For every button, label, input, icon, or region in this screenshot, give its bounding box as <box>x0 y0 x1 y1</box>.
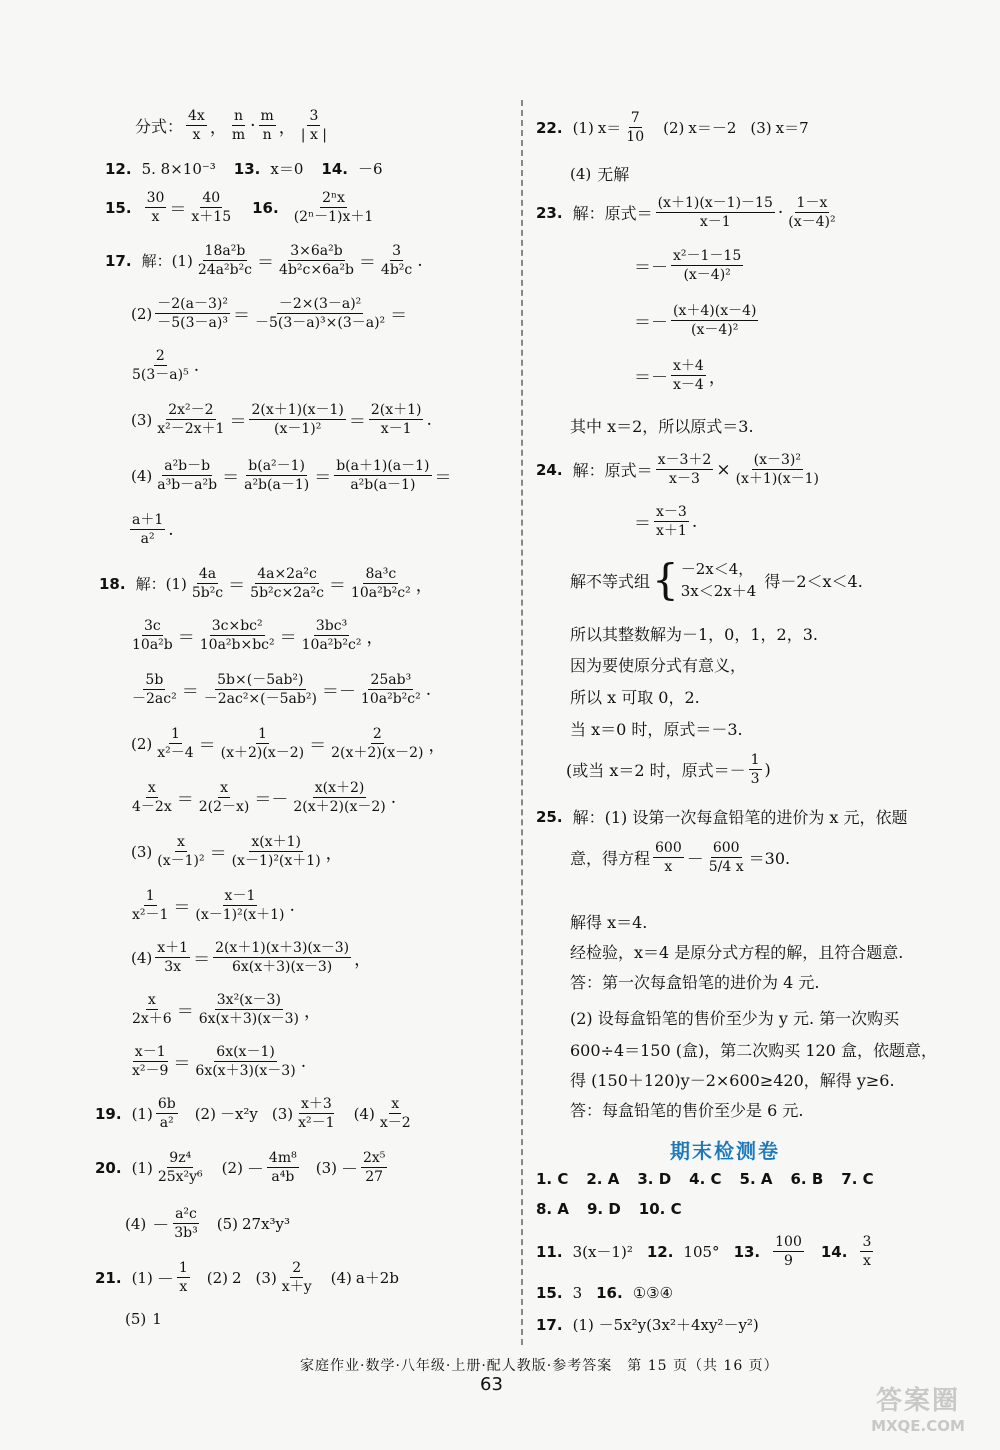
q24-line3: 解不等式组 { －2x＜4， 3x＜2x＋4 得－2＜x＜4. <box>570 555 863 604</box>
section-title: 期末检测卷 <box>670 1139 780 1163</box>
q18-line9: $\frac{x}{2x+6}$ ＝ $\frac{\text{3x²(x－3)}}{6x(x+3)(x-3)}$ ， <box>132 992 321 1027</box>
q25-line3: 解得 x＝4. <box>570 913 648 932</box>
q17-line3: $\frac{2}{\text{5(3－a)⁵}}$ . <box>132 348 200 383</box>
q22b-line: (4) 无解 <box>570 164 630 184</box>
q21b-line: (5) 1 <box>125 1310 162 1328</box>
q15-16-line: 15. $\frac{30}{x}$ ＝ $\frac{40}{x+15}$ 16. $\frac{\text{2ⁿx}}{\text{(2ⁿ－1)x＋1}}$ <box>105 190 374 225</box>
q24-line8: (或当 x＝2 时，原式＝－ $\frac{1}{3}$ ) <box>566 752 771 787</box>
q23-line3: ＝－ $\frac{(x+4)(x-4)}{\text{(x－4)²}}$ <box>634 303 757 338</box>
q18-line5: $\frac{x}{4-2x}$ ＝ $\frac{x}{2(2-x)}$ ＝－ $\frac{x(x+2)}{2(x+2)(x-2)}$ . <box>132 780 397 815</box>
q11-14-line: 11. 3(x－1)² 12. 105° 13. $\frac{100}{9}$ 14. $\frac{3}{x}$ <box>536 1234 872 1269</box>
mc-line2: 8. A 9. D 10. C <box>536 1200 682 1218</box>
q17-line6: $\frac{a+1}{\text{a²}}$ . <box>132 512 174 547</box>
q24-line6: 所以 x 可取 0，2. <box>570 688 700 707</box>
q17-line2: (2) $\frac{\text{－2(a－3)²}}{\text{－5(3－a)³}}$ ＝ $\frac{\text{－2×(3－a)²}}{\text{－5(3－a)³×(3－a)²}}$ ＝ <box>131 296 408 331</box>
column-divider <box>521 100 523 1345</box>
q25-line4: 经检验，x＝4 是原分式方程的解，且符合题意. <box>570 943 904 962</box>
q25-line9: 答：每盒铅笔的售价至少是 6 元. <box>570 1101 804 1120</box>
q23-line1: 23. 解：原式＝ $\frac{(x+1)(x-1)-15}{x-1}$ · $\frac{1-x}{\text{(x－4)²}}$ <box>536 195 836 230</box>
q25-line7: 600÷4＝150 (盒)，第二次购买 120 盒，依题意， <box>570 1041 937 1060</box>
q17-line4: (3) $\frac{\text{2x²－2}}{\text{x²－2x＋1}}$ ＝ $\frac{2(x+1)(x-1)}{\text{(x－1)²}}$ ＝ $\frac{2(x+1)}{x-1}$ . <box>131 402 432 437</box>
q23-line5: 其中 x＝2，所以原式＝3. <box>570 417 754 436</box>
q18-line7: $\frac{1}{\text{x²－1}}$ ＝ $\frac{x-1}{\text{(x－1)²(x＋1)}}$ . <box>132 888 295 923</box>
q18-line10: $\frac{x-1}{\text{x²－9}}$ ＝ $\frac{6x(x-1)}{6x(x+3)(x-3)}$ . <box>132 1044 307 1079</box>
q25-line5: 答：第一次每盒铅笔的进价为 4 元. <box>570 973 820 992</box>
q24-line4: 所以其整数解为－1，0，1，2，3. <box>570 625 818 644</box>
q18-line8: (4) $\frac{x+1}{3x}$ ＝ $\frac{2(x+1)(x+3)(x-3)}{6x(x+3)(x-3)}$ ， <box>131 940 372 975</box>
q24-line5: 因为要使原分式有意义， <box>570 656 747 675</box>
page-number: 63 <box>480 1374 503 1395</box>
q18-line3: $\frac{5b}{\text{－2ac²}}$ ＝ $\frac{\text{5b×(－5ab²)}}{\text{－2ac²×(－5ab²)}}$ ＝－ $\frac{\text{25ab³}}{\text{10a²b²c²}}$ . <box>132 672 432 707</box>
q25-line2: 意，得方程 $\frac{600}{x}$ － $\frac{600}{5/4 x}$ ＝30. <box>570 840 791 875</box>
q23-line2: ＝－ $\frac{\text{x²－1－15}}{\text{(x－4)²}}$ <box>634 248 742 283</box>
q23-line4: ＝－ $\frac{x+4}{x-4}$ ， <box>634 358 726 393</box>
q18-line2: $\frac{3c}{\text{10a²b}}$ ＝ $\frac{\text{3c×bc²}}{\text{10a²b×bc²}}$ ＝ $\frac{\text{3bc³}}{\text{10a²b²c²}}$ ， <box>132 618 384 653</box>
mc-line1: 1. C 2. A 3. D 4. C 5. A 6. B 7. C <box>536 1170 874 1188</box>
q17-line5: (4) $\frac{\text{a²b－b}}{\text{a³b－a²b}}$ ＝ $\frac{\text{b(a²－1)}}{\text{a²b(a－1)}}$ ＝ $\frac{b(a+1)(a-1)}{\text{a²b(a－1)}}$ ＝ <box>131 458 452 493</box>
q12-14-line: 12. 5. 8×10⁻³ 13. x＝0 14. －6 <box>105 159 383 178</box>
q24-line2: ＝ $\frac{x-3}{x+1}$ . <box>634 504 698 539</box>
watermark-logo: 答案圈 MXQE.COM <box>871 1386 965 1435</box>
q22-line: 22. (1) x＝ $\frac{7}{10}$ (2) x＝－2 (3) x＝7 <box>536 110 809 145</box>
q17-line1: 17. 解：(1) $\frac{\text{18a²b}}{\text{24a²b²c}}$ ＝ $\frac{\text{3×6a²b}}{\text{4b²c×6a²b}}$ ＝ $\frac{3}{\text{4b²c}}$ . <box>105 243 423 278</box>
q24-line1: 24. 解：原式＝ $\frac{x-3+2}{x-3}$ × $\frac{\text{(x－3)²}}{(x+1)(x-1)}$ <box>536 452 820 487</box>
q21-line: 21. (1) － $\frac{1}{x}$ (2) 2 (3) $\frac{2}{x+y}$ (4) a＋2b <box>95 1260 399 1295</box>
page-footer: 家庭作业·数学·八年级·上册·配人教版·参考答案 第 15 页（共 16 页） <box>300 1358 779 1374</box>
q17-line: 17. (1) －5x²y(3x²＋4xy²－y²) <box>536 1315 759 1334</box>
q24-line7: 当 x＝0 时，原式＝－3. <box>570 720 743 739</box>
q25-line1: 25. 解：(1) 设第一次每盒铅笔的进价为 x 元，依题 <box>536 807 908 827</box>
q19-line: 19. (1) $\frac{6b}{\text{a²}}$ (2) －x²y (3) $\frac{x+3}{\text{x²－1}}$ (4) $\frac{x}{x-2}$ <box>95 1096 411 1131</box>
q18-line6: (3) $\frac{x}{\text{(x－1)²}}$ ＝ $\frac{x(x+1)}{\text{(x－1)²(x＋1)}}$ ， <box>131 834 343 869</box>
q25-line8: 得 (150＋120)y－2×600≥420，解得 y≥6. <box>570 1071 895 1090</box>
q18-line1: 18. 解：(1) $\frac{4a}{\text{5b²c}}$ ＝ $\frac{\text{4a×2a²c}}{\text{5b²c×2a²c}}$ ＝ $\frac{\text{8a³c}}{\text{10a²b²c²}}$ ， <box>99 566 433 601</box>
fenshi-line: 分式： $\frac{4x}{x}$ ， $\frac{n}{m}$ · $\frac{m}{n}$ ， $\frac{3}{| x |}$ <box>135 108 328 143</box>
q15-16-line: 15. 3 16. ①③④ <box>536 1284 674 1302</box>
q25-line6: (2) 设每盒铅笔的售价至少为 y 元. 第一次购买 <box>570 1009 900 1028</box>
q18-line4: (2) $\frac{1}{\text{x²－4}}$ ＝ $\frac{1}{(x+2)(x-2)}$ ＝ $\frac{2}{2(x+2)(x-2)}$ ， <box>131 726 446 761</box>
q20-line: 20. (1) $\frac{\text{9z⁴}}{\text{25x²y⁶}}$ (2) － $\frac{\text{4m⁸}}{\text{a⁴b}}$ (3) － $\frac{\text{2x⁵}}{27}$ <box>95 1150 386 1185</box>
q20b-line: (4) － $\frac{\text{a²c}}{\text{3b³}}$ (5) 27x³y³ <box>125 1206 291 1241</box>
